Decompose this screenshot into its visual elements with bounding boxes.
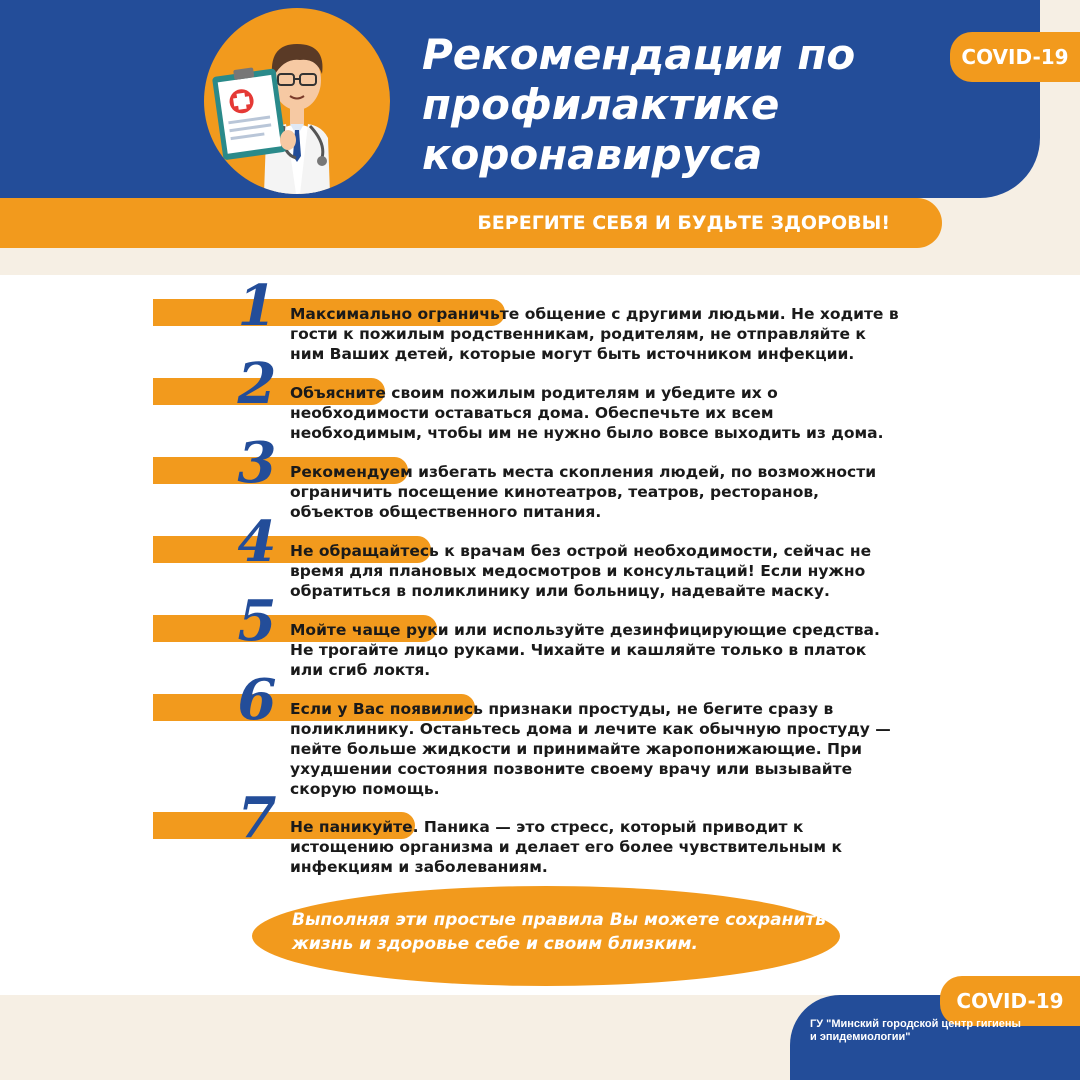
page-title: Рекомендации по профилактике коронавируса xyxy=(422,30,856,179)
rule-body: или используйте дезинфицирующие средства. Не трогайте лицо руками. Чихайте и кашляйте только в платок или сгиб локтя. xyxy=(290,621,880,679)
rule-body: признаки простуды, не бегите сразу в поликлинику. Останьтесь дома и лечите как обычную простуду — пейте больше жидкости и принимайте жаропонижающие. При ухудшении состояния позвоните своему врачу или вызывайте скорую помощь. xyxy=(290,700,891,798)
rule-body: своим пожилым родителям и убедите их о необходимости оставаться дома. Обеспечьте их всем необходимым, чтобы им не нужно было вовсе выходить из дома. xyxy=(290,384,884,442)
covid-badge-bottom: COVID-19 xyxy=(940,976,1080,1026)
rule-highlight: Не паникуйте. xyxy=(290,818,419,836)
organization-name: ГУ "Минский городской центр гигиены и эпидемиологии" xyxy=(810,1018,1021,1043)
rule-item xyxy=(290,620,900,680)
rule-number: 3 xyxy=(237,430,277,496)
rule-number: 1 xyxy=(237,273,277,339)
footer-message: Выполняя эти простые правила Вы можете сохранить жизнь и здоровье себе и своим близким. xyxy=(292,910,826,954)
rule-highlight: Не обращайтесь xyxy=(290,542,439,560)
rule-body: Паника — это стресс, который приводит к истощению организма и делает его более чувствительным к инфекциям и заболеваниям. xyxy=(290,818,843,876)
rule-number: 6 xyxy=(237,667,277,733)
rule-highlight: Если у Вас появились xyxy=(290,700,483,718)
slogan-text: БЕРЕГИТЕ СЕБЯ И БУДЬТЕ ЗДОРОВЫ! xyxy=(477,212,890,234)
rule-number: 4 xyxy=(237,509,277,575)
slogan-banner xyxy=(0,198,942,248)
rule-number: 7 xyxy=(237,785,277,851)
rule-highlight: Объясните xyxy=(290,384,386,402)
rule-item xyxy=(290,699,900,799)
rule-body: к врачам без острой необходимости, сейчас не время для плановых медосмотров и консультаций! Если нужно обратиться в поликлинику или больницу, надевайте маску. xyxy=(290,542,872,600)
rule-number: 5 xyxy=(237,588,277,654)
rule-item xyxy=(290,541,900,601)
covid-badge: COVID-19 xyxy=(950,32,1080,82)
rule-item xyxy=(290,304,900,364)
rule-highlight: Максимально ограничьте xyxy=(290,305,520,323)
rule-item xyxy=(290,817,900,877)
doctor-illustration xyxy=(204,8,390,194)
rule-item xyxy=(290,462,900,522)
rule-item xyxy=(290,383,900,443)
doctor-icon xyxy=(204,8,390,194)
rule-highlight: Рекомендуем xyxy=(290,463,413,481)
rule-body: избегать места скопления людей, по возможности ограничить посещение кинотеатров, театров, ресторанов, объектов общественного питания. xyxy=(290,463,877,521)
rule-number: 2 xyxy=(237,351,277,417)
rule-highlight: Мойте чаще руки xyxy=(290,621,449,639)
rule-body: общение с другими людьми. Не ходите в гости к пожилым родственникам, родителям, не отправляйте к ним Ваших детей, которые могут быть источником инфекции. xyxy=(290,305,899,363)
